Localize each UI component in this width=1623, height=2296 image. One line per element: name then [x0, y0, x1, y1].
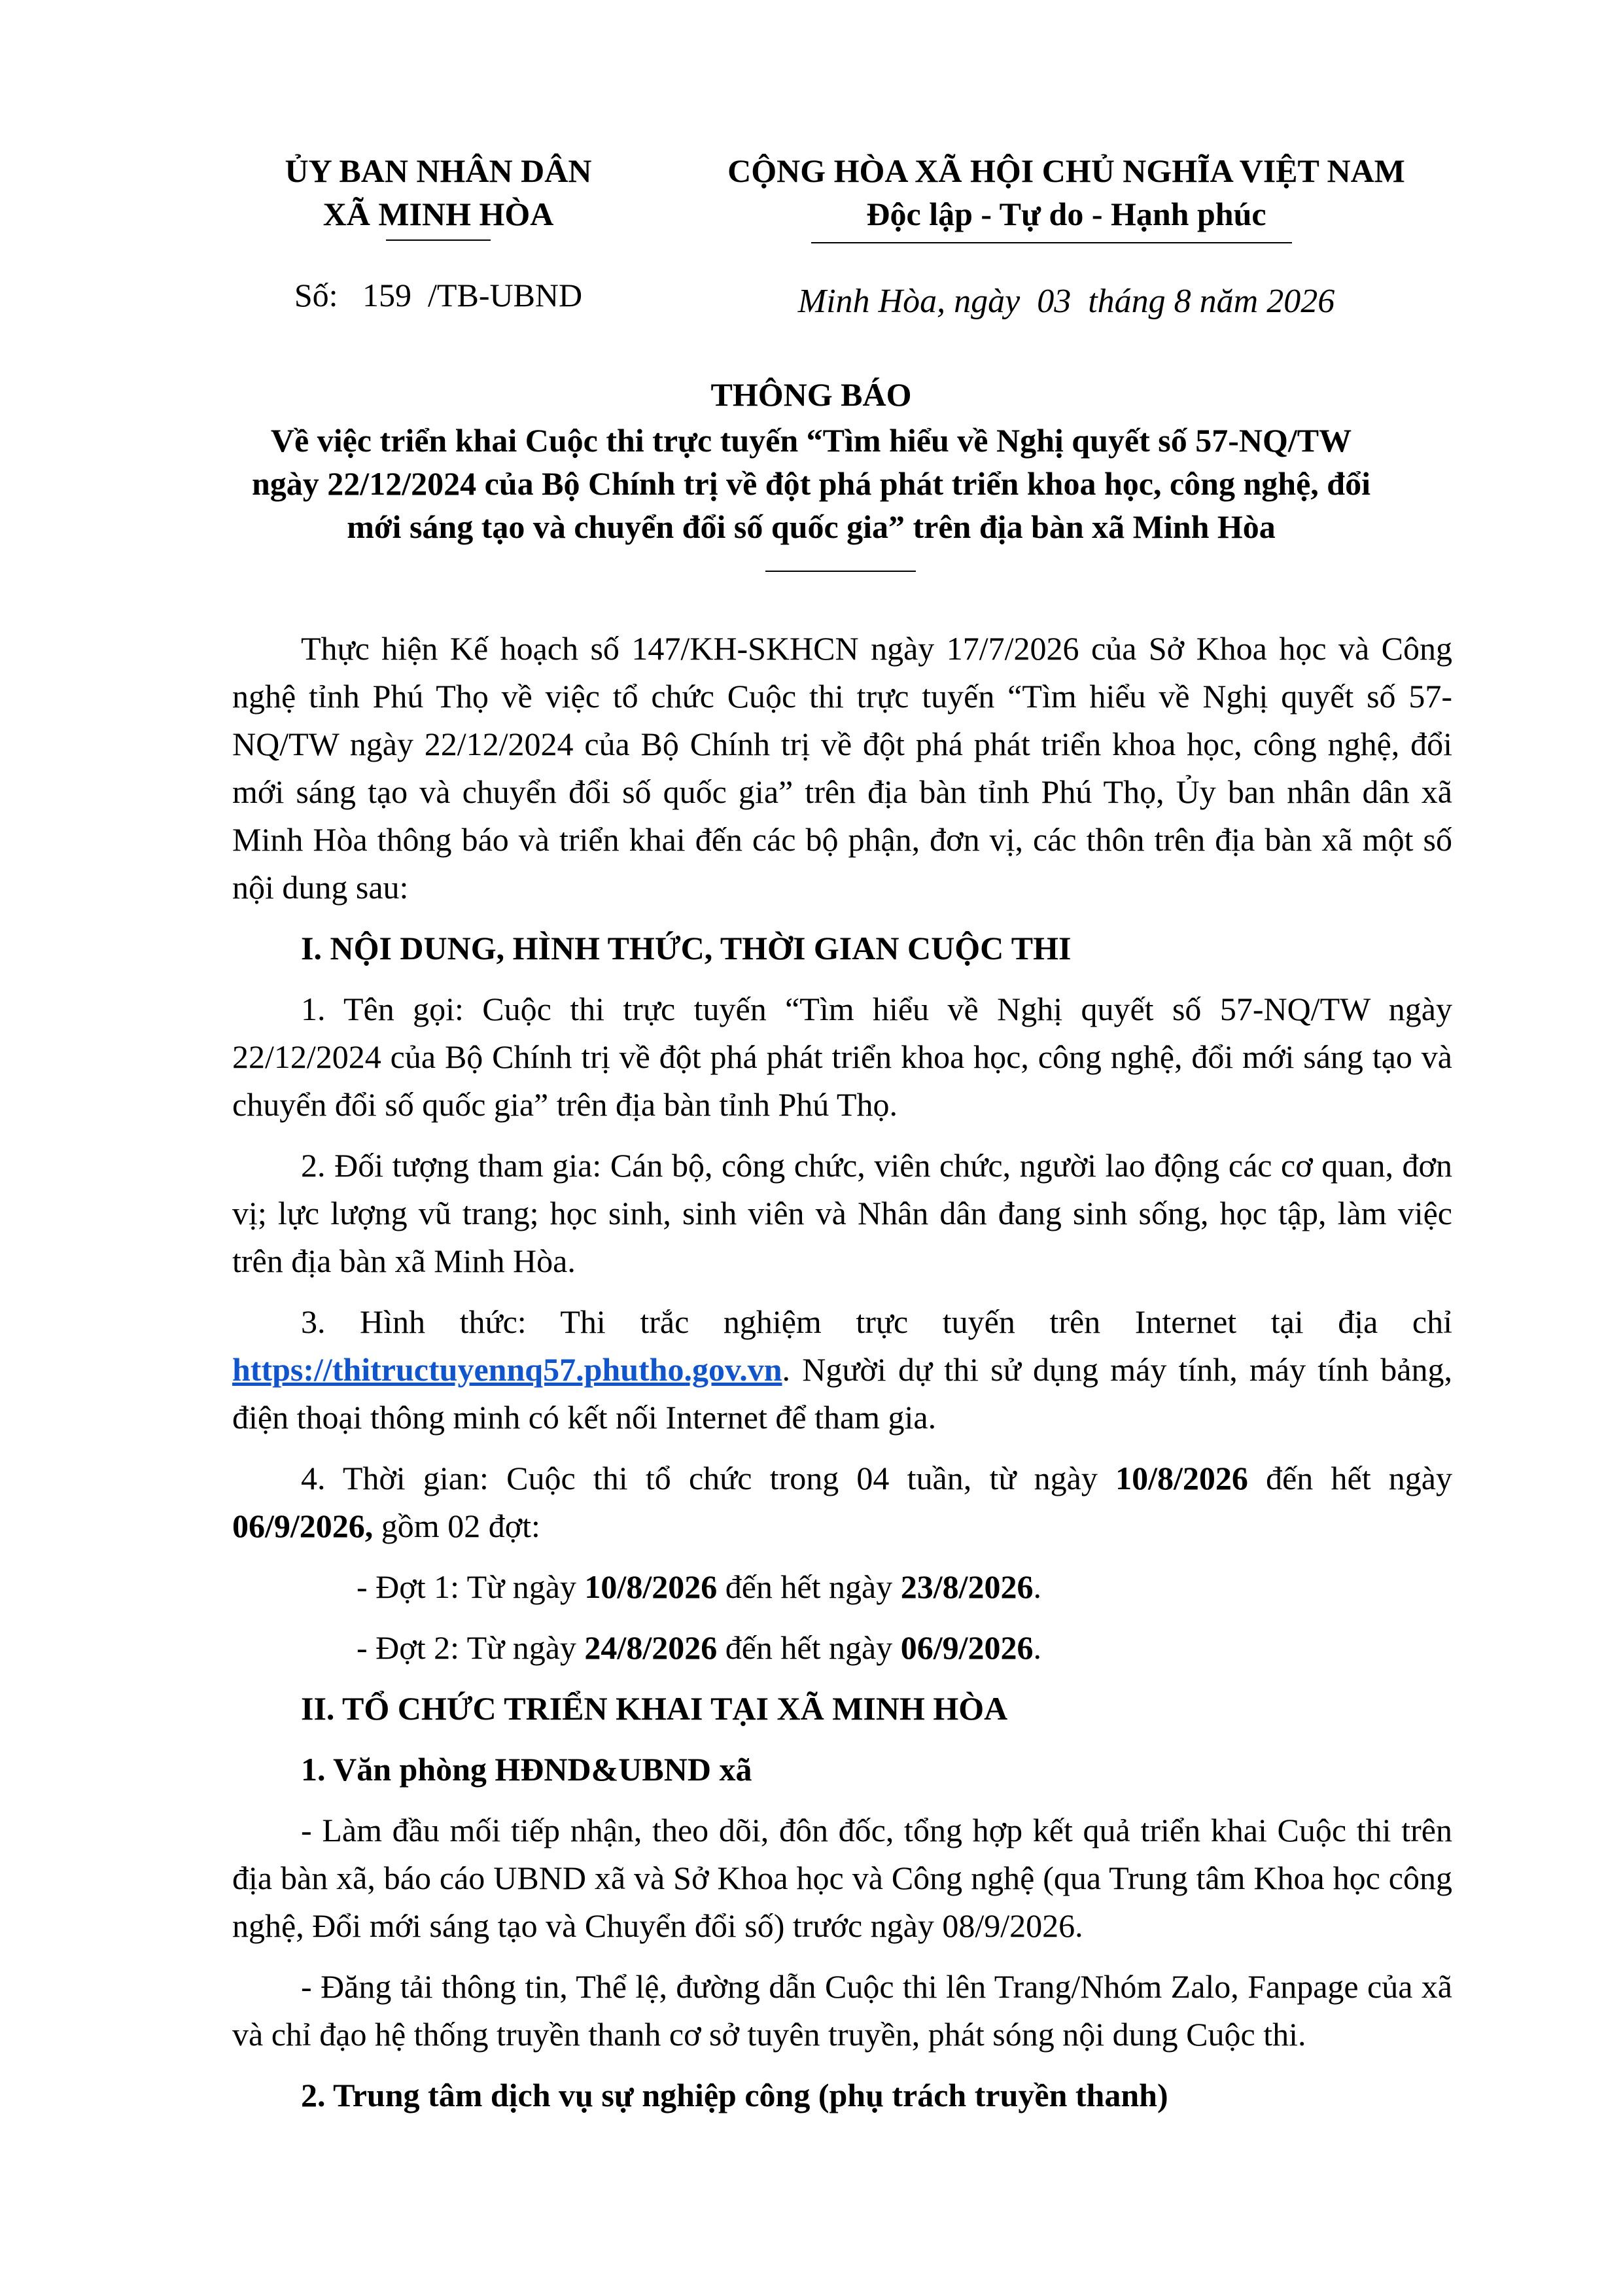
- authority-line-1: ỦY BAN NHÂN DÂN: [285, 152, 592, 189]
- contest-link[interactable]: https://thitructuyennq57.phutho.gov.vn: [232, 1351, 782, 1388]
- title-underline: [765, 571, 916, 572]
- item-2-participants: 2. Đối tượng tham gia: Cán bộ, công chức, viên chức, người lao động các cơ quan, đơn vị; lực lượng vũ trang; học sinh, sinh viên và Nhân dân đang sinh sống, học tập, làm việc trên địa bàn xã Minh Hòa.: [232, 1147, 1452, 1279]
- round-2: [232, 1624, 1452, 1672]
- motto: Độc lập - Tự do - Hạnh phúc: [866, 196, 1266, 232]
- item-4-mid: đến hết ngày: [1248, 1460, 1452, 1496]
- item-1-name: 1. Tên gọi: Cuộc thi trực tuyến “Tìm hiểu về Nghị quyết số 57-NQ/TW ngày 22/12/2024 của Bộ Chính trị về đột phá phát triển khoa học, công nghệ, đổi mới sáng tạo và chuyển đổi số quốc gia” trên địa bàn tỉnh Phú Thọ.: [232, 991, 1452, 1123]
- round-1-mid: đến hết ngày: [717, 1568, 901, 1605]
- round-2-prefix: - Đợt 2: Từ ngày: [357, 1629, 585, 1666]
- section-1-heading: I. NỘI DUNG, HÌNH THỨC, THỜI GIAN CUỘC THI: [301, 930, 1072, 966]
- item-4-suffix: gồm 02 đợt:: [373, 1508, 540, 1544]
- item-4-prefix: 4. Thời gian: Cuộc thi tổ chức trong 04 tuần, từ ngày: [301, 1460, 1116, 1496]
- place-and-date: Minh Hòa, ngày 03 tháng 8 năm 2026: [797, 283, 1335, 320]
- round-2-start: 24/8/2026: [584, 1629, 718, 1666]
- round-1-end: 23/8/2026: [900, 1568, 1034, 1605]
- round-2-dot: .: [1033, 1629, 1041, 1666]
- nation-name: CỘNG HÒA XÃ HỘI CHỦ NGHĨA VIỆT NAM: [727, 152, 1405, 189]
- item-3-prefix: 3. Hình thức: Thi trắc nghiệm trực tuyến trên Internet tại địa chỉ: [301, 1303, 1452, 1340]
- item-4-time: [232, 1455, 1452, 1550]
- national-motto: [674, 149, 1459, 236]
- motto-underline: [811, 242, 1292, 243]
- subsection-1-heading: 1. Văn phòng HĐND&UBND xã: [301, 1751, 752, 1788]
- item-4-end-date: 06/9/2026,: [232, 1508, 374, 1544]
- round-1: [232, 1563, 1452, 1611]
- authority-line-2: XÃ MINH HÒA: [323, 196, 554, 232]
- title-main: THÔNG BÁO: [710, 376, 912, 413]
- subsection-2-heading: 2. Trung tâm dịch vụ sự nghiệp công (phụ trách truyền thanh): [301, 2077, 1168, 2113]
- round-1-dot: .: [1033, 1568, 1041, 1605]
- round-1-prefix: - Đợt 1: Từ ngày: [357, 1568, 585, 1605]
- item-4-start-date: 10/8/2026: [1115, 1460, 1248, 1496]
- section-2-heading: II. TỔ CHỨC TRIỂN KHAI TẠI XÃ MINH HÒA: [301, 1690, 1008, 1727]
- subsection-1-paragraph-2: - Đăng tải thông tin, Thể lệ, đường dẫn Cuộc thi lên Trang/Nhóm Zalo, Fanpage của xã và chỉ đạo hệ thống truyền thanh cơ sở tuyên truyền, phát sóng nội dung Cuộc thi.: [232, 1968, 1452, 2053]
- item-3-suffix: . Người dự thi sử dụng máy tính, máy tính bảng, điện thoại thông minh có kết nối Internet để tham gia.: [232, 1351, 1452, 1436]
- round-2-mid: đến hết ngày: [717, 1629, 901, 1666]
- subsection-1-paragraph-1: - Làm đầu mối tiếp nhận, theo dõi, đôn đốc, tổng hợp kết quả triển khai Cuộc thi trên địa bàn xã, báo cáo UBND xã và Sở Khoa học và Công nghệ (qua Trung tâm Khoa học công nghệ, Đổi mới sáng tạo và Chuyển đổi số) trước ngày 08/9/2026.: [232, 1812, 1452, 1944]
- title-subject-line-1: Về việc triển khai Cuộc thi trực tuyến “Tìm hiểu về Nghị quyết số 57-NQ/TW: [270, 422, 1352, 459]
- round-2-end: 06/9/2026: [900, 1629, 1034, 1666]
- document-title: [216, 373, 1406, 548]
- document-number: Số: 159 /TB-UBND: [294, 277, 583, 313]
- intro-paragraph: Thực hiện Kế hoạch số 147/KH-SKHCN ngày 17/7/2026 của Sở Khoa học và Công nghệ tỉnh Phú Thọ về việc tổ chức Cuộc thi trực tuyến “Tìm hiểu về Nghị quyết số 57-NQ/TW ngày 22/12/2024 của Bộ Chính trị về đột phá phát triển khoa học, công nghệ, đổi mới sáng tạo và chuyển đổi số quốc gia” trên địa bàn tỉnh Phú Thọ, Ủy ban nhân dân xã Minh Hòa thông báo và triển khai đến các bộ phận, đơn vị, các thôn trên địa bàn xã một số nội dung sau:: [232, 630, 1452, 906]
- title-subject-line-3: mới sáng tạo và chuyển đổi số quốc gia” trên địa bàn xã Minh Hòa: [347, 508, 1276, 545]
- authority-underline: [386, 239, 491, 241]
- round-1-start: 10/8/2026: [584, 1568, 718, 1605]
- issuing-authority: [249, 149, 628, 236]
- document-body: [232, 625, 1452, 2132]
- title-subject-line-2: ngày 22/12/2024 của Bộ Chính trị về đột phá phát triển khoa học, công nghệ, đổi: [252, 465, 1370, 502]
- item-3-format: [232, 1298, 1452, 1441]
